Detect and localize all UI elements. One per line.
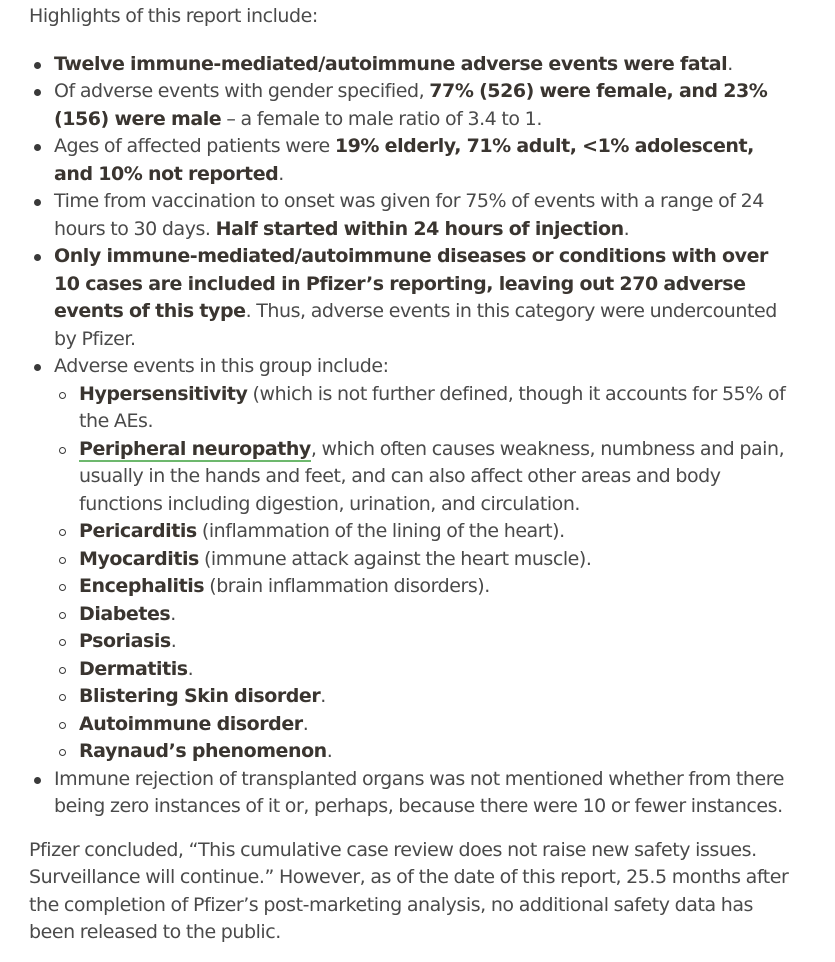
- list-item: [54, 353, 795, 766]
- bullet-disc-icon: [34, 777, 41, 784]
- term: Encephalitis: [79, 575, 205, 597]
- text: Of adverse events with gender specified,: [54, 80, 430, 102]
- bullet-circle-icon: [59, 584, 66, 591]
- description: .: [320, 685, 326, 707]
- description: .: [170, 602, 176, 625]
- bullet-circle-icon: [59, 667, 66, 674]
- sublist-item: [79, 381, 795, 436]
- bullet-circle-icon: [59, 639, 66, 646]
- text: Time from vaccination to onset was given for 75% of events with a range of 24 hours to 30 days.: [54, 190, 764, 240]
- sublist-item: [79, 683, 795, 711]
- list-item: [54, 188, 795, 243]
- peripheral-neuropathy-link[interactable]: Peripheral neuropathy: [79, 437, 311, 460]
- bullet-circle-icon: [59, 694, 66, 701]
- text: – a female to male ratio of 3.4 to 1.: [221, 107, 542, 130]
- article-body: [0, 3, 835, 947]
- text: Ages of affected patients were: [54, 135, 335, 157]
- bullet-circle-icon: [59, 529, 66, 536]
- text: . Thus, adverse events in this category were undercounted by Pfizer.: [54, 300, 777, 350]
- text: .: [278, 162, 284, 185]
- term: Raynaud’s phenomenon: [79, 740, 327, 762]
- description: .: [302, 712, 309, 735]
- bold-text: Only immune-mediated/autoimmune diseases or conditions with over 10 cases are included in Pfizer’s reporting, leaving out 270 adverse events of this type: [54, 245, 768, 322]
- sublist-item: [79, 601, 795, 629]
- bullet-circle-icon: [59, 749, 66, 756]
- sublist-item: [79, 436, 795, 519]
- bullet-disc-icon: [34, 89, 41, 96]
- bold-text: Half started within 24 hours of injection: [215, 217, 624, 240]
- description: .: [326, 740, 333, 762]
- sublist-item: [79, 573, 795, 601]
- bullet-circle-icon: [59, 722, 66, 729]
- sublist-item: [79, 656, 795, 684]
- description: , which often causes weakness, numbness and pain, usually in the hands and feet, and can also affect other areas and body functions including digestion, urination, and circulation.: [79, 437, 785, 515]
- bullet-disc-icon: [34, 199, 41, 206]
- bullet-circle-icon: [59, 612, 66, 619]
- sublist-item: [79, 546, 795, 574]
- term: Dermatitis: [79, 657, 188, 680]
- bold-text: Twelve immune-mediated/autoimmune adverse events were fatal: [54, 52, 728, 75]
- description: (immune attack against the heart muscle).: [198, 547, 592, 570]
- term: Diabetes: [79, 602, 171, 625]
- list-item: [54, 133, 795, 188]
- term: Myocarditis: [79, 547, 199, 570]
- sublist-item: [79, 518, 795, 546]
- sublist-item: [79, 628, 795, 656]
- list-item: [54, 51, 795, 79]
- highlights-list: [29, 51, 795, 821]
- bullet-circle-icon: [59, 447, 66, 454]
- text: Immune rejection of transplanted organs was not mentioned whether from there being zero instances of it or, perhaps, because there were 10 or fewer instances.: [54, 767, 784, 817]
- description: (inflammation of the lining of the heart).: [196, 520, 565, 542]
- bullet-disc-icon: [34, 144, 41, 151]
- text: Adverse events in this group include:: [54, 355, 389, 377]
- sublist-item: [79, 738, 795, 766]
- list-item: [54, 78, 795, 133]
- term: Autoimmune disorder: [79, 712, 303, 735]
- bullet-disc-icon: [34, 62, 41, 69]
- term: Psoriasis: [79, 630, 171, 652]
- bold-text: 19% elderly, 71% adult, <1% adolescent, and 10% not reported: [54, 135, 754, 185]
- intro-paragraph: Highlights of this report include:: [29, 5, 318, 27]
- description: .: [170, 630, 177, 652]
- bold-text: 77% (526) were female, and 23% (156) were male: [54, 80, 768, 130]
- bullet-disc-icon: [34, 254, 41, 261]
- text: .: [727, 52, 733, 75]
- description: (which is not further defined, though it accounts for 55% of the AEs.: [79, 382, 786, 432]
- term: Pericarditis: [79, 520, 197, 542]
- term: Blistering Skin disorder: [79, 685, 321, 707]
- description: .: [187, 657, 194, 680]
- list-item: [54, 766, 795, 821]
- bullet-circle-icon: [59, 557, 66, 564]
- description: (brain inflammation disorders).: [204, 575, 490, 597]
- adverse-events-sublist: [54, 381, 795, 766]
- list-item: [54, 243, 795, 353]
- term: Hypersensitivity: [79, 382, 248, 405]
- closing-paragraph: Pfizer concluded, “This cumulative case review does not raise new safety issues. Surveillance will continue.” However, as of the date of this report, 25.5 months after the completion of Pfizer’s post-marketing analysis, no additional safety data has been released to the public.: [29, 838, 789, 943]
- sublist-item: [79, 711, 795, 739]
- bullet-disc-icon: [34, 364, 41, 371]
- bullet-circle-icon: [59, 392, 66, 399]
- text: .: [623, 217, 630, 240]
